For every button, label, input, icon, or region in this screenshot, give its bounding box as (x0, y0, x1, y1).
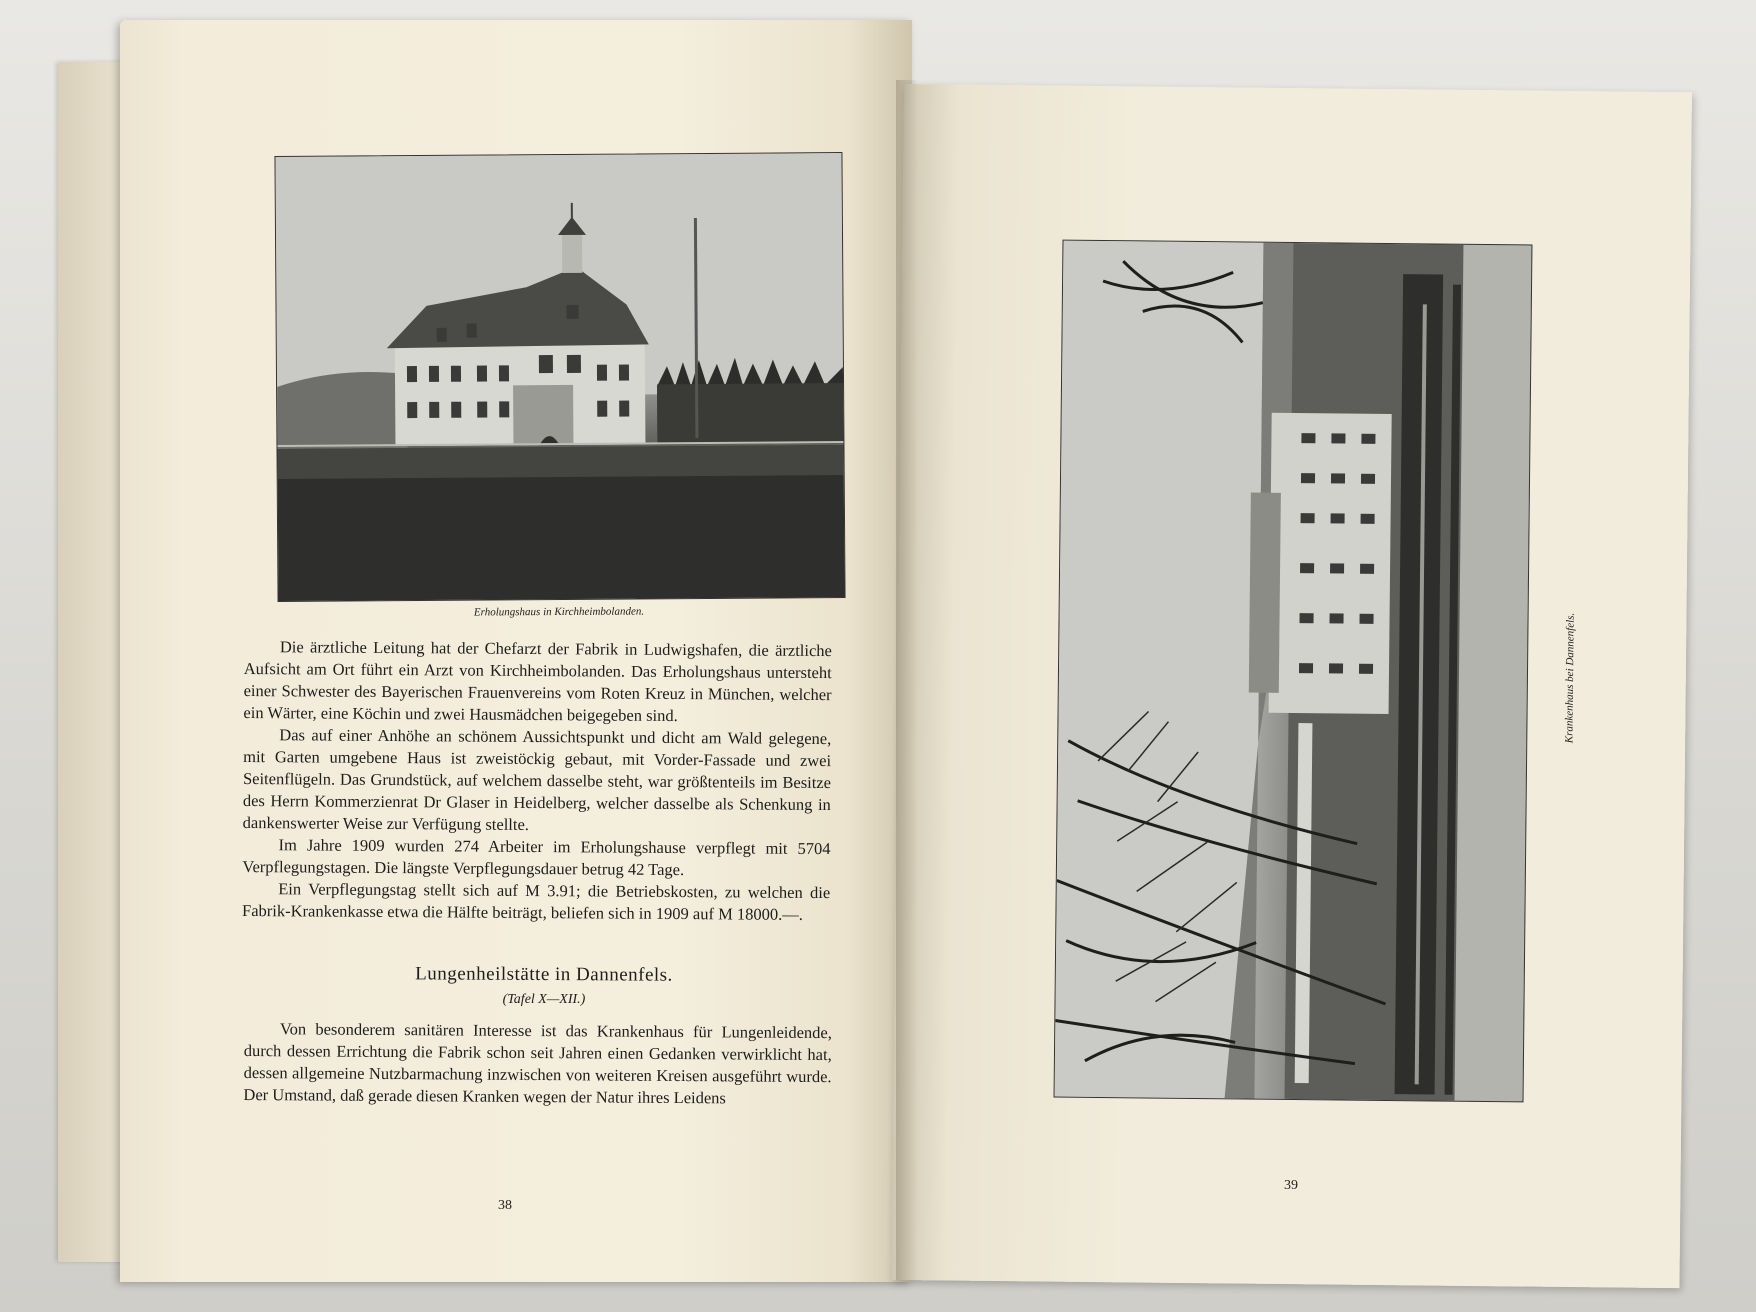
body-text-block (242, 636, 832, 926)
paragraph-1: Die ärztliche Leitung hat der Chefarzt der Fabrik in Ludwigshafen, die ärztliche Aufsicht am Ort führt ein Arzt von Kirchheimbolanden. Das Erholungshaus untersteht einer Schwester des Bayerischen Frauenvereins vom Roten Kreuz in München, welcher ein Wärter, eine Köchin und zwei Hausmädchen beigegeben sind. (243, 637, 832, 726)
page-number-right: 39 (1284, 1178, 1298, 1193)
photo-caption-right: Krankenhaus bei Dannenfels. (1563, 612, 1577, 744)
section-paragraph: Von besonderem sanitären Interesse ist das Krankenhaus für Lungenleidende, durch dessen Errichtung die Fabrik schon seit Jahren einen Gedanken verwirklicht hat, dessen allgemeine Nutzbarmachung inzwischen von weiteren Kreisen ausgeführt wurde. Der Umstand, daß gerade diesen Kranken wegen der Natur ihres Leidens (243, 1019, 832, 1108)
paragraph-3: Im Jahre 1909 wurden 274 Arbeiter im Erholungshause verpflegt mit 5704 Verpflegungstagen. Die längste Verpflegungsdauer betrug 42 Tage. (242, 835, 831, 880)
photo-krankenhaus (1054, 240, 1533, 1103)
building-photo-drawing (275, 153, 844, 601)
paragraph-4: Ein Verpflegungstag stellt sich auf M 3.91; die Betriebskosten, zu welchen die Fabrik-Krankenkasse etwa die Hälfte beiträgt, beliefen sich in 1909 auf M 18000.—. (242, 879, 831, 924)
section-subheading: (Tafel X—XII.) (502, 992, 586, 1007)
hospital-photo-drawing (1055, 241, 1532, 1102)
paragraph-2: Das auf einer Anhöhe an schönem Aussichtspunkt und dicht am Wald gelegene, mit Garten umgebene Haus ist zweistöckig gebaut, mit Vorder-Fassade und zwei Seitenflügeln. Das Grundstück, auf welchem dasselbe steht, war größtenteils im Besitze des Herrn Kommerzienrat Dr Glaser in Heidelberg, welcher dasselbe als Schenkung in dankenswerter Weise zur Verfügung stellte. (242, 725, 832, 834)
book-gutter (896, 80, 918, 1280)
section-heading: Lungenheilstätte in Dannenfels. (415, 963, 673, 986)
photo-caption-left: Erholungshaus in Kirchheimbolanden. (473, 605, 645, 619)
section-text-block (243, 1018, 832, 1110)
page-number-left: 38 (498, 1198, 512, 1213)
photo-erholungshaus (274, 152, 845, 602)
